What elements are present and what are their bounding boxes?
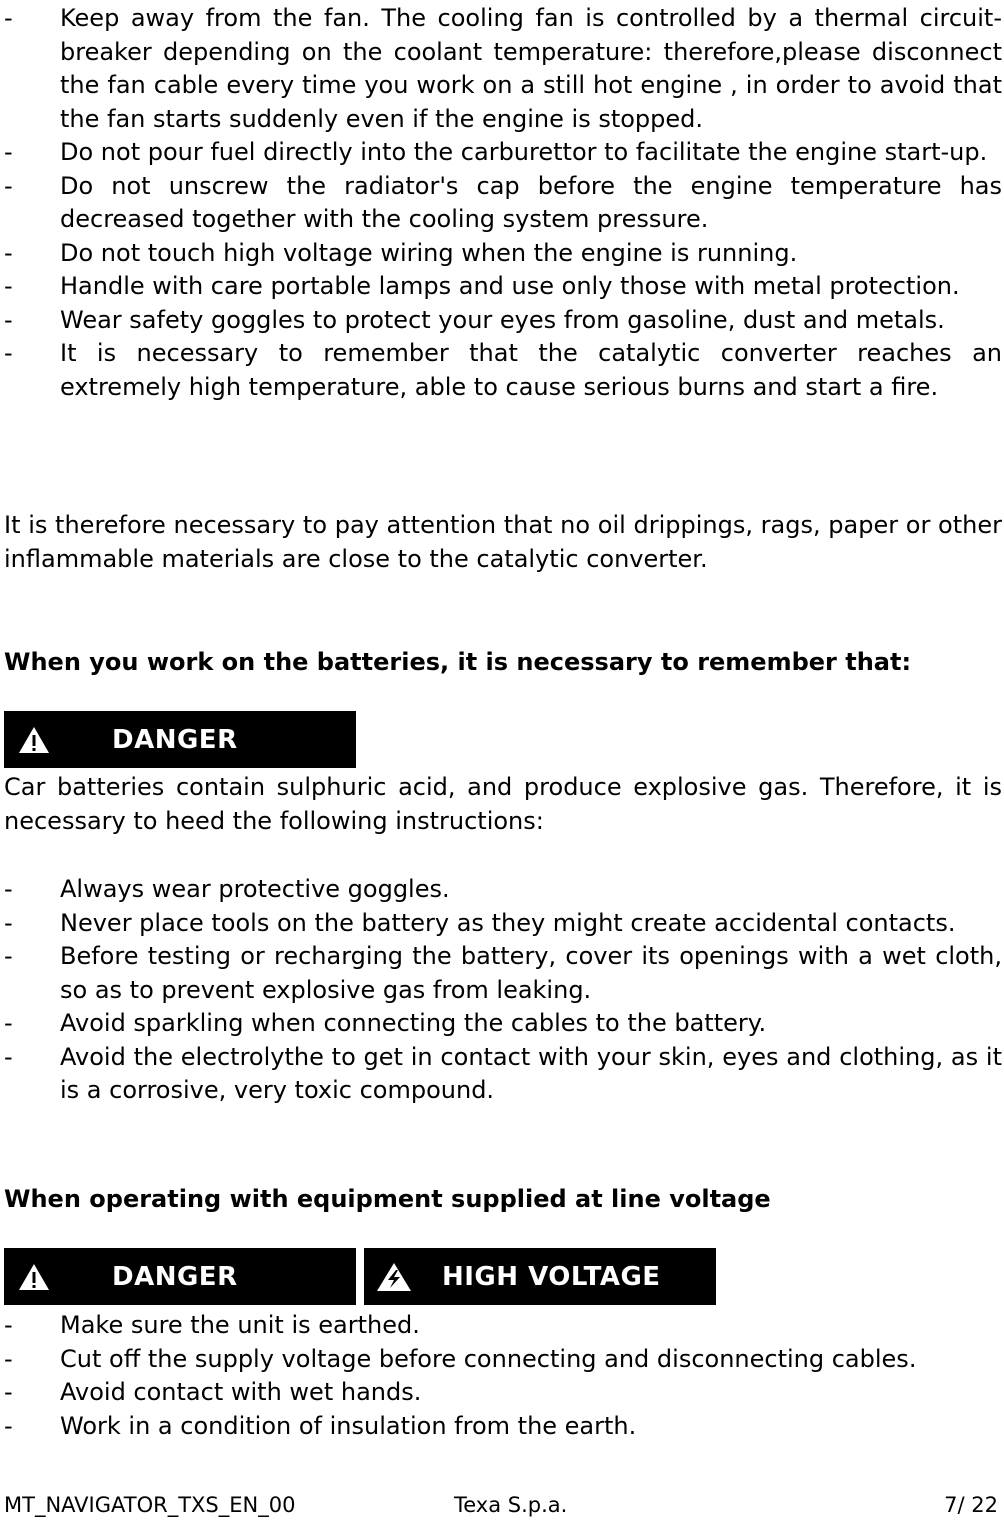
list-item: - Make sure the unit is earthed. [4, 1311, 420, 1339]
list-item-text: Always wear protective goggles. [60, 875, 450, 903]
list-item-text: Avoid contact with wet hands. [60, 1378, 422, 1406]
line-voltage-warning-badges [4, 1248, 716, 1305]
list-item: - Avoid contact with wet hands. [4, 1378, 422, 1406]
list-item-text: Wear safety goggles to protect your eyes from gasoline, dust and metals. [60, 305, 945, 334]
warning-triangle-icon [4, 1262, 64, 1292]
list-item: - Avoid sparkling when connecting the cables to the battery. [4, 1009, 767, 1037]
list-item: - Do not pour fuel directly into the carburettor to facilitate the engine start-up. [4, 138, 988, 166]
list-item-text: Work in a condition of insulation from the earth. [60, 1411, 637, 1440]
list-item-text: Never place tools on the battery as they might create accidental contacts. [60, 908, 956, 937]
list-item: - Cut off the supply voltage before connecting and disconnecting cables. [4, 1344, 917, 1373]
footer-page-number: 7/ 22 [944, 1493, 998, 1517]
list-item-text: Handle with care portable lamps and use only those with metal protection. [60, 272, 960, 300]
list-item-text: Avoid sparkling when connecting the cables to the battery. [60, 1009, 767, 1037]
footer-doc-code: MT_NAVIGATOR_TXS_EN_00 [4, 1493, 296, 1517]
list-item: - Never place tools on the battery as they might create accidental contacts. [4, 908, 956, 937]
batteries-heading: When you work on the batteries, it is necessary to remember that: [4, 648, 912, 676]
line-voltage-heading: When operating with equipment supplied at line voltage [4, 1185, 771, 1213]
list-item: - Wear safety goggles to protect your eyes from gasoline, dust and metals. [4, 305, 945, 334]
list-item: - It is necessary to remember that the catalytic converter reaches an extremely high temperature, able to cause serious burns and start a fire. [4, 339, 1002, 401]
list-item-text: Do not touch high voltage wiring when the engine is running. [60, 238, 798, 267]
list-item-text: Do not pour fuel directly into the carburettor to facilitate the engine start-up. [60, 138, 988, 166]
danger-badge [4, 711, 356, 768]
list-item-text: Make sure the unit is earthed. [60, 1311, 420, 1339]
list-item: - Do not unscrew the radiator's cap before the engine temperature has decreased together with the cooling system pressure. [4, 171, 1002, 233]
battery-warning-badges [4, 711, 356, 768]
footer-company: Texa S.p.a. [454, 1493, 568, 1517]
list-item-text: Before testing or recharging the battery, cover its openings with a wet cloth, so as to prevent explosive gas from leaking. [60, 942, 1002, 1004]
list-item-text: Avoid the electrolythe to get in contact with your skin, eyes and clothing, as it is a corrosive, very toxic compound. [60, 1042, 1002, 1104]
danger-badge [4, 1248, 356, 1305]
danger-label: DANGER [112, 724, 238, 755]
page-footer [4, 1493, 1002, 1523]
list-item: - Before testing or recharging the battery, cover its openings with a wet cloth, so as to prevent explosive gas from leaking. [4, 942, 1002, 1004]
list-item: - Do not touch high voltage wiring when the engine is running. [4, 238, 798, 267]
list-item: - Handle with care portable lamps and use only those with metal protection. [4, 272, 960, 300]
list-item-text: Cut off the supply voltage before connecting and disconnecting cables. [60, 1344, 917, 1373]
danger-label: DANGER [112, 1261, 238, 1292]
warning-triangle-icon [4, 725, 64, 755]
high-voltage-badge [364, 1248, 716, 1305]
list-item: - Always wear protective goggles. [4, 875, 450, 903]
catalytic-note: It is therefore necessary to pay attention that no oil drippings, rags, paper or other inflammable materials are close to the catalytic converter. [4, 511, 1002, 573]
engine-safety-list [4, 2, 1002, 404]
high-voltage-icon [364, 1261, 424, 1293]
list-item: - Keep away from the fan. The cooling fan is controlled by a thermal circuit-breaker depending on the coolant temperature: therefore,please disconnect the fan cable every time you work on a still hot engine , in order to avoid that the fan starts suddenly even if the engine is stopped. [4, 4, 1002, 133]
list-item-text: Do not unscrew the radiator's cap before the engine temperature has decreased together with the cooling system pressure. [60, 171, 1002, 233]
battery-safety-list [4, 873, 1002, 1108]
line-voltage-safety-list [4, 1309, 1002, 1443]
high-voltage-label: HIGH VOLTAGE [442, 1261, 661, 1292]
list-item: - Avoid the electrolythe to get in contact with your skin, eyes and clothing, as it is a corrosive, very toxic compound. [4, 1042, 1002, 1104]
list-item-text: Keep away from the fan. The cooling fan is controlled by a thermal circuit-breaker depending on the coolant temperature: therefore,please disconnect the fan cable every time you work on a still hot engine , in order to avoid that the fan starts suddenly even if the engine is stopped. [60, 4, 1002, 133]
list-item: - Work in a condition of insulation from the earth. [4, 1411, 637, 1440]
list-item-text: It is necessary to remember that the catalytic converter reaches an extremely high temperature, able to cause serious burns and start a fire. [60, 339, 1002, 401]
battery-intro: Car batteries contain sulphuric acid, and produce explosive gas. Therefore, it is necessary to heed the following instructions: [4, 773, 1002, 835]
